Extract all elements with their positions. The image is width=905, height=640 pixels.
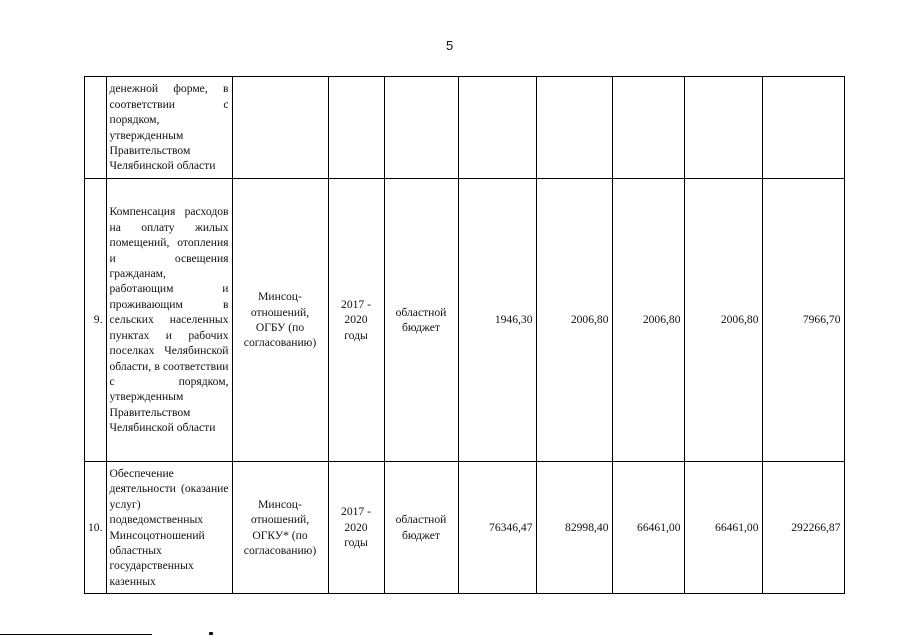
activity-description: денежной форме, в соответствии с порядком, утвержденным Правительством Челябинской области [106, 77, 232, 179]
table-row [85, 462, 845, 594]
row-number [85, 77, 107, 179]
amount-2020 [684, 77, 762, 179]
funding-source-cell: областной бюджет [384, 179, 458, 462]
amount-2019 [612, 77, 684, 179]
amount-2020: 2006,80 [684, 179, 762, 462]
footnote-mark [209, 632, 213, 635]
table-row [85, 179, 845, 462]
executor-cell [232, 77, 328, 179]
amount-2017: 1946,30 [458, 179, 536, 462]
amount-total: 292266,87 [762, 462, 844, 594]
period-cell: 2017 - 2020 годы [328, 179, 384, 462]
program-activities-table [84, 76, 845, 594]
amount-2017: 76346,47 [458, 462, 536, 594]
activity-description: Компенсация расходов на оплату жилых помещений, отопления и освещения гражданам, работающим и проживающим в сельских населенных пунктах и рабочих поселках Челябинской области, в соответствии с порядком, утвержденным Правительством Челябинской области [106, 179, 232, 462]
amount-2020: 66461,00 [684, 462, 762, 594]
amount-total [762, 77, 844, 179]
row-number: 9. [85, 179, 107, 462]
funding-source-cell [384, 77, 458, 179]
amount-2019: 2006,80 [612, 179, 684, 462]
amount-total: 7966,70 [762, 179, 844, 462]
amount-2018: 82998,40 [536, 462, 612, 594]
executor-cell: Минсоц-отношений, ОГКУ* (по согласованию) [232, 462, 328, 594]
amount-2019: 66461,00 [612, 462, 684, 594]
executor-cell: Минсоц-отношений, ОГБУ (по согласованию) [232, 179, 328, 462]
table-row [85, 77, 845, 179]
period-cell: 2017 - 2020 годы [328, 462, 384, 594]
row-number: 10. [85, 462, 107, 594]
funding-source-cell: областной бюджет [384, 462, 458, 594]
period-cell [328, 77, 384, 179]
page-number: 5 [446, 38, 454, 53]
footnote-separator [0, 634, 152, 635]
amount-2018: 2006,80 [536, 179, 612, 462]
amount-2017 [458, 77, 536, 179]
activity-description: Обеспечение деятельности (оказание услуг) подведомственных Минсоцотношений областных государственных казенных [106, 462, 232, 594]
amount-2018 [536, 77, 612, 179]
